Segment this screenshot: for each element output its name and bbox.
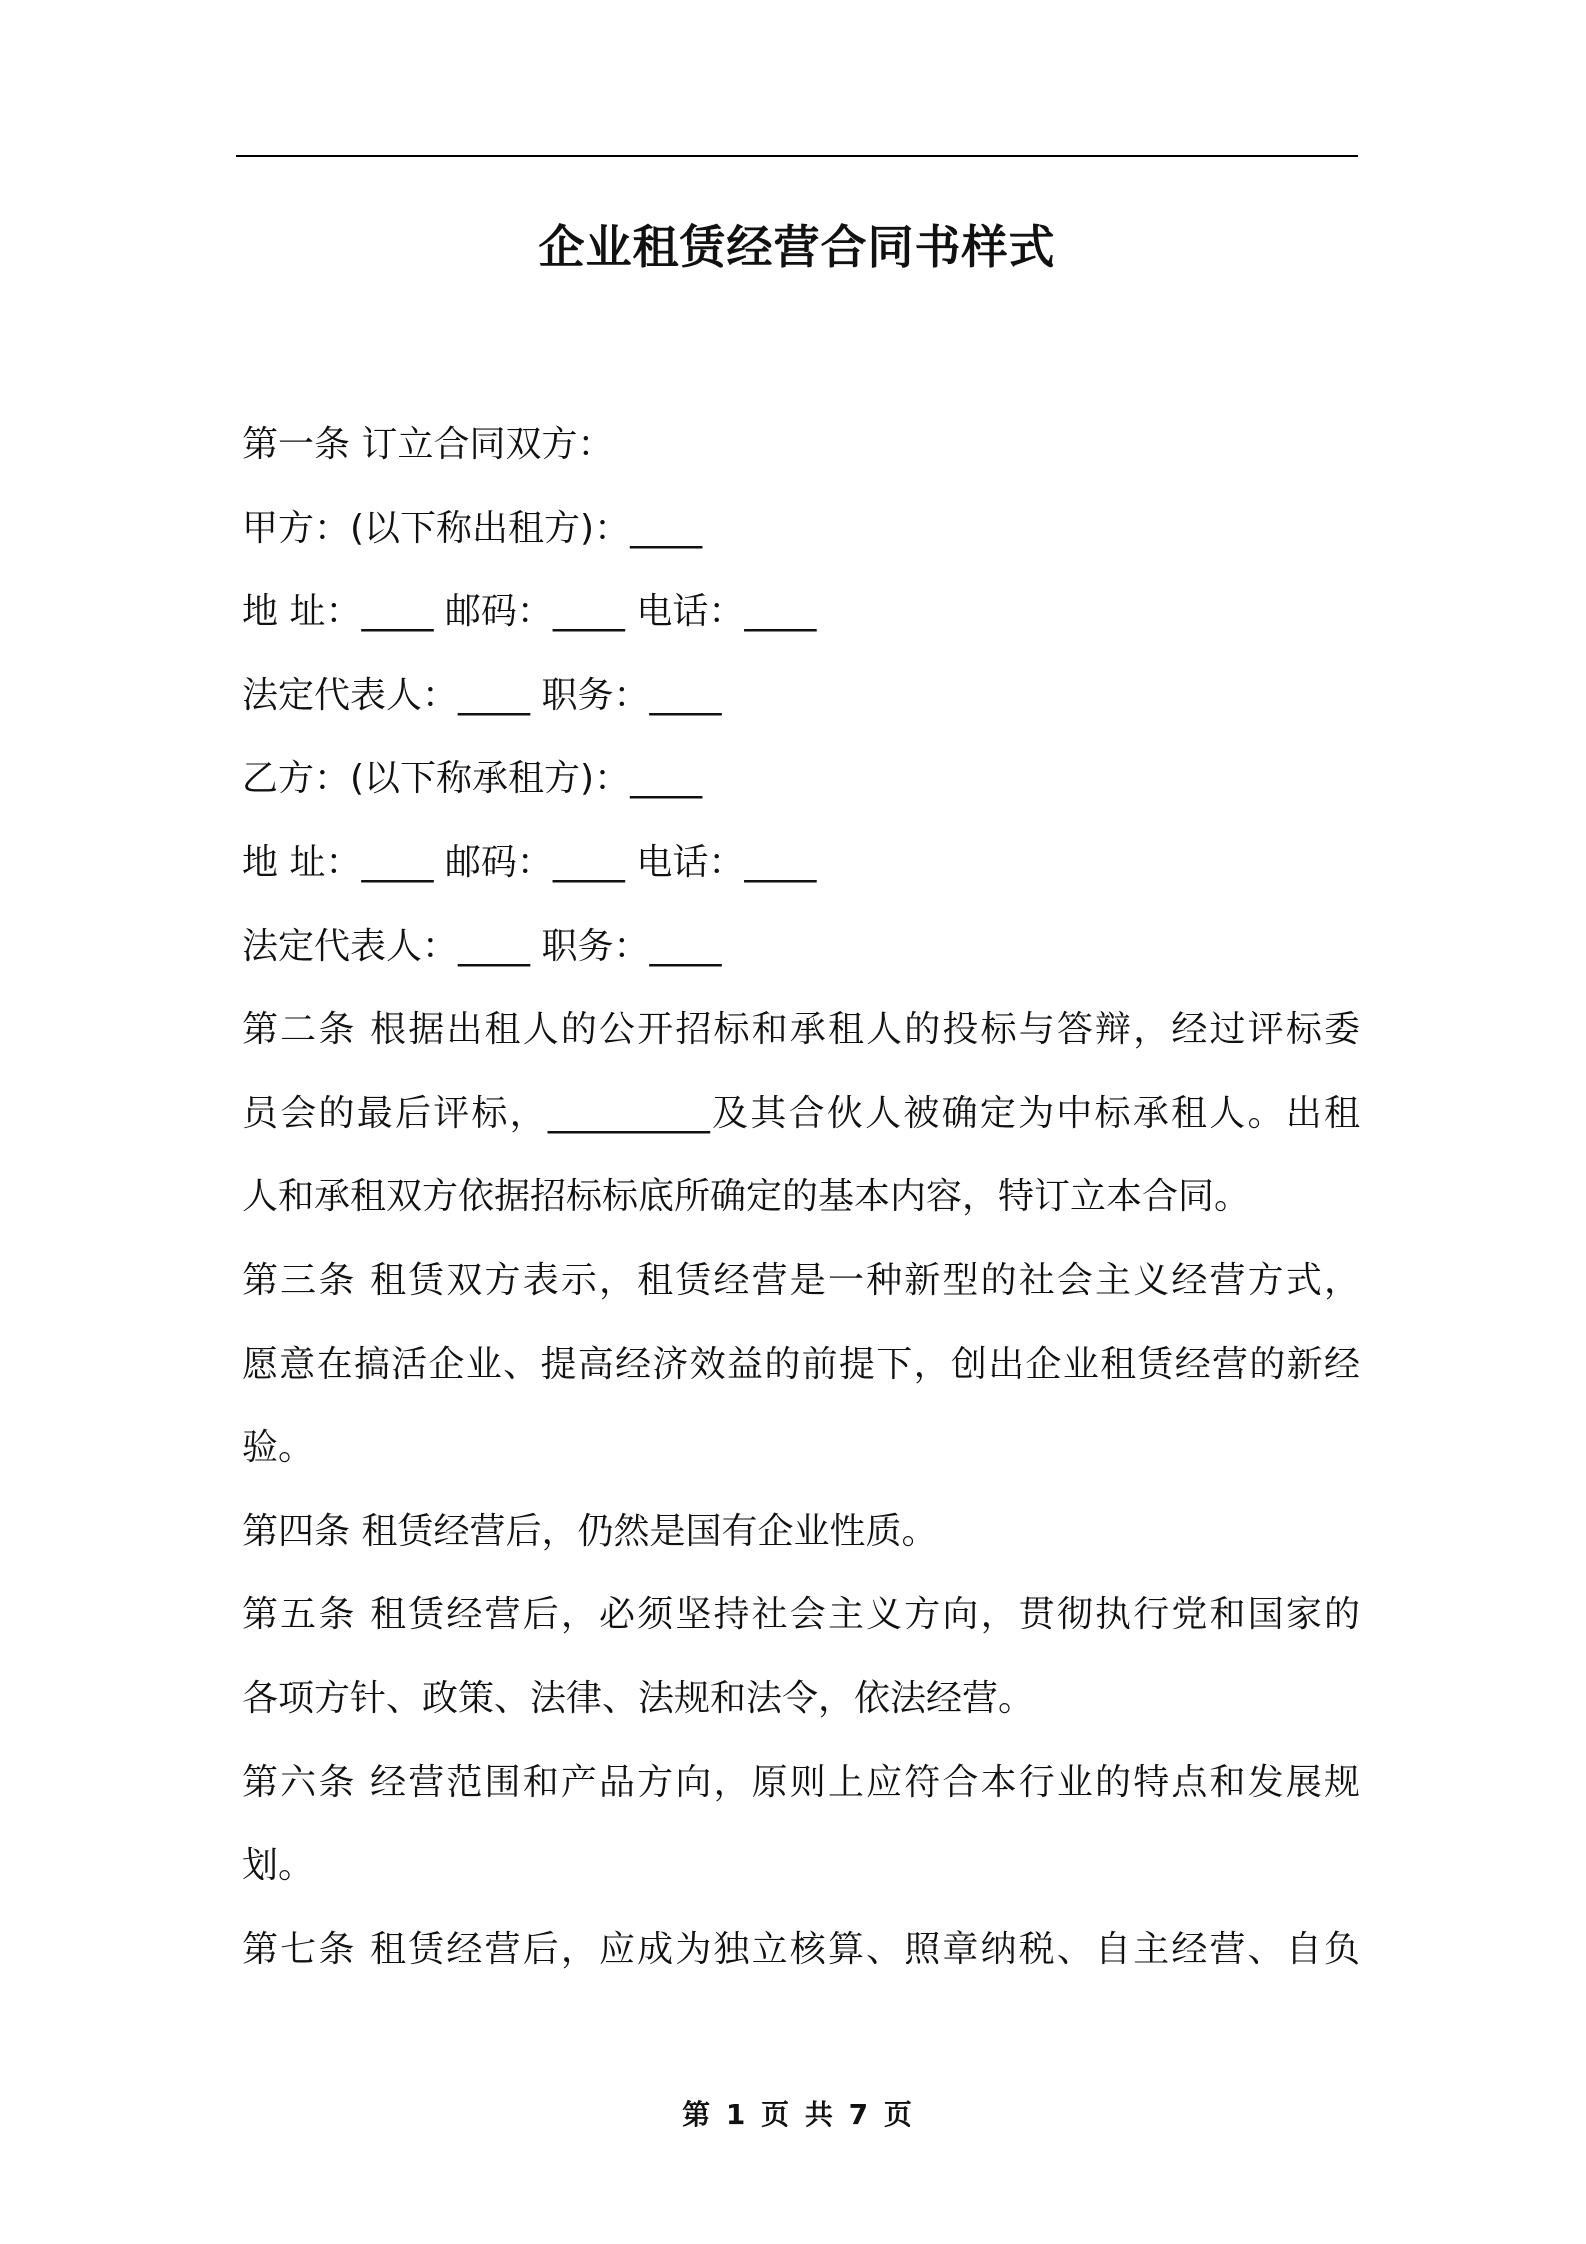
body-line: 地 址：____ 邮码：____ 电话：____	[242, 591, 817, 633]
body-line: 甲方：(以下称出租方)：____	[242, 507, 703, 549]
document-title: 企业租赁经营合同书样式	[538, 220, 1056, 274]
body-line: 划。	[242, 1845, 315, 1887]
body-line: 乙方：(以下称承租方)：____	[242, 758, 703, 800]
document-body	[242, 403, 1360, 1991]
body-line: 第二条 根据出租人的公开招标和承租人的投标与答辩，经过评标委	[242, 1009, 1360, 1051]
body-line: 第六条 经营范围和产品方向，原则上应符合本行业的特点和发展规	[242, 1761, 1360, 1803]
page-number: 第 1 页 共 7 页	[682, 2098, 912, 2131]
body-line: 各项方针、政策、法律、法规和法令，依法经营。	[242, 1677, 1035, 1719]
body-line: 验。	[242, 1427, 315, 1469]
body-line: 法定代表人：____ 职务：____	[242, 925, 722, 967]
body-line: 员会的最后评标，_________及其合伙人被确定为中标承租人。出租	[242, 1092, 1360, 1134]
body-line: 地 址：____ 邮码：____ 电话：____	[242, 841, 817, 883]
body-line: 法定代表人：____ 职务：____	[242, 674, 722, 716]
body-line: 第三条 租赁双方表示，租赁经营是一种新型的社会主义经营方式，	[242, 1259, 1360, 1301]
body-line: 人和承租双方依据招标标底所确定的基本内容，特订立本合同。	[242, 1176, 1251, 1218]
body-line: 第一条 订立合同双方：	[242, 424, 614, 465]
body-line: 第七条 租赁经营后，应成为独立核算、照章纳税、自主经营、自负	[242, 1928, 1360, 1970]
body-line: 第五条 租赁经营后，必须坚持社会主义方向，贯彻执行党和国家的	[242, 1594, 1360, 1636]
header-rule	[236, 155, 1358, 157]
body-line: 第四条 租赁经营后，仍然是国有企业性质。	[242, 1510, 938, 1552]
body-line: 愿意在搞活企业、提高经济效益的前提下，创出企业租赁经营的新经	[242, 1343, 1360, 1385]
